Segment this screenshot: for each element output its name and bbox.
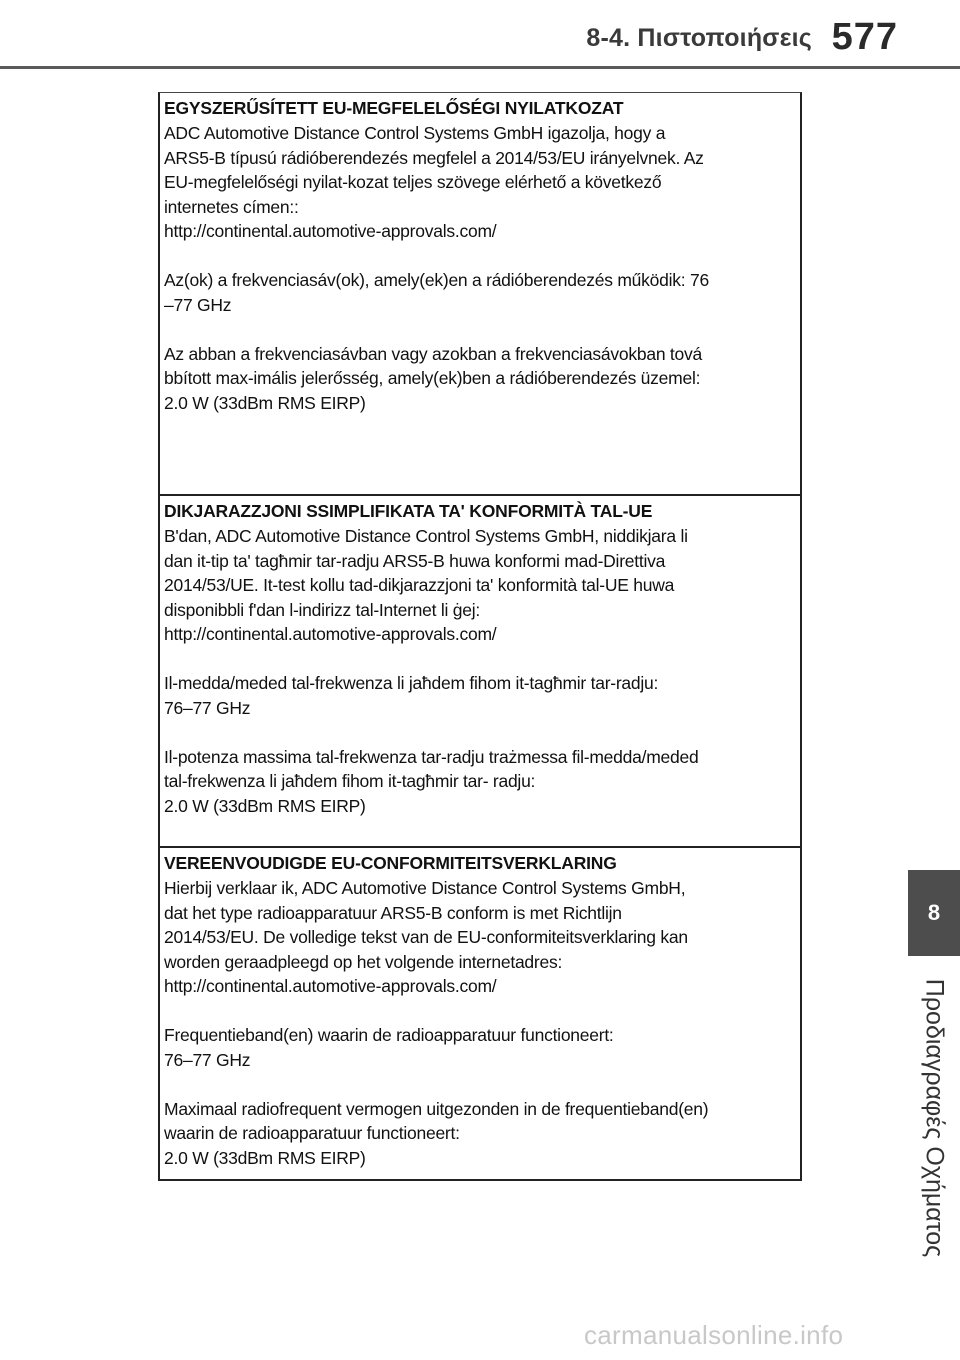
declaration-text-line: ADC Automotive Distance Control Systems GmbH igazolja, hogy a xyxy=(164,123,666,143)
declaration-text-line: Hierbij verklaar ik, ADC Automotive Distance Control Systems GmbH, xyxy=(164,878,686,898)
declaration-text-line: Il-potenza massima tal-frekwenza tar-radju trażmessa fil-medda/meded xyxy=(164,746,699,767)
chapter-tab[interactable] xyxy=(908,870,960,956)
paragraph-gap xyxy=(164,720,792,745)
declaration-text-line: http://continental.automotive-approvals.com/ xyxy=(164,976,497,996)
declaration-block-hungarian xyxy=(160,93,800,496)
page-header xyxy=(0,0,960,68)
declaration-text-line: 2.0 W (33dBm RMS EIRP) xyxy=(164,392,366,413)
chapter-title: Προδιαγραφές Οχήματος xyxy=(920,978,949,1258)
declaration-text-line: dan it-tip ta' tagħmir tar-radju ARS5-B huwa konformi mad-Direttiva xyxy=(164,550,666,571)
declaration-text-line: dat het type radioapparatuur ARS5-B conform is met Richtlijn xyxy=(164,902,622,923)
declaration-text-line: waarin de radioapparatuur functioneert: xyxy=(164,1123,460,1143)
paragraph-gap xyxy=(164,647,792,672)
paragraph-gap xyxy=(164,244,792,269)
header-divider xyxy=(0,66,960,69)
declaration-block-dutch xyxy=(160,848,800,1181)
watermark: carmanualsonline.info xyxy=(584,1320,844,1350)
declaration-text-line: EU-megfelelőségi nyilat-kozat teljes szövege elérhető a következő xyxy=(164,172,662,192)
declaration-text-line: tal-frekwenza li jaħdem fihom it-tagħmir tar- radju: xyxy=(164,771,536,791)
declaration-title: VEREENVOUDIGDE EU-CONFORMITEITSVERKLARING xyxy=(164,853,617,873)
chapter-number: 8 xyxy=(927,900,941,925)
declaration-text-line: B'dan, ADC Automotive Distance Control Systems GmbH, niddikjara li xyxy=(164,526,688,546)
declaration-text-line: Az abban a frekvenciasávban vagy azokban a frekvenciasávokban tová xyxy=(164,343,703,364)
paragraph-gap xyxy=(164,1072,792,1097)
declaration-text-line: http://continental.automotive-approvals.com/ xyxy=(164,624,497,644)
declaration-text-line: –77 GHz xyxy=(164,294,232,315)
declaration-text-line: disponibbli f'dan l-indirizz tal-Internet li ġej: xyxy=(164,599,480,620)
declaration-text-line: 76–77 GHz xyxy=(164,1049,251,1070)
declaration-text-line: Az(ok) a frekvenciasáv(ok), amely(ek)en a rádióberendezés működik: 76 xyxy=(164,270,709,290)
paragraph-gap xyxy=(164,999,792,1024)
declaration-text-line: Maximaal radiofrequent vermogen uitgezonden in de frequentieband(en) xyxy=(164,1098,709,1119)
declaration-text-line: Il-medda/meded tal-frekwenza li jaħdem fihom it-tagħmir tar-radju: xyxy=(164,673,659,693)
declaration-text-line: worden geraadpleegd op het volgende internetadres: xyxy=(164,951,563,972)
declaration-title: DIKJARAZZJONI SSIMPLIFIKATA TA' KONFORMITÀ TAL-UE xyxy=(164,501,653,521)
page-number: 577 xyxy=(831,16,898,58)
declaration-title: EGYSZERŰSÍTETT EU-MEGFELELŐSÉGI NYILATKOZAT xyxy=(164,98,624,118)
declaration-text-line: 2014/53/EU. De volledige tekst van de EU-conformiteitsverklaring kan xyxy=(164,927,688,947)
declaration-document xyxy=(158,92,802,1181)
declaration-text-line: http://continental.automotive-approvals.com/ xyxy=(164,221,497,241)
section-title: 8-4. Πιστοποιήσεις xyxy=(586,24,812,52)
declaration-text-line: bbított max-imális jelerősség, amely(ek)ben a rádióberendezés üzemel: xyxy=(164,368,701,388)
declaration-text-line: ARS5-B típusú rádióberendezés megfelel a 2014/53/EU irányelvnek. Az xyxy=(164,147,704,168)
declaration-text-line: Frequentieband(en) waarin de radioapparatuur functioneert: xyxy=(164,1025,614,1045)
declaration-text-line: internetes címen:: xyxy=(164,196,299,217)
declaration-text-line: 2014/53/UE. It-test kollu tad-dikjarazzjoni ta' konformità tal-UE huwa xyxy=(164,575,675,595)
declaration-text-line: 2.0 W (33dBm RMS EIRP) xyxy=(164,1147,366,1168)
declaration-text-line: 2.0 W (33dBm RMS EIRP) xyxy=(164,795,366,816)
declaration-block-maltese xyxy=(160,496,800,848)
declaration-text-line: 76–77 GHz xyxy=(164,697,251,718)
paragraph-gap xyxy=(164,317,792,342)
